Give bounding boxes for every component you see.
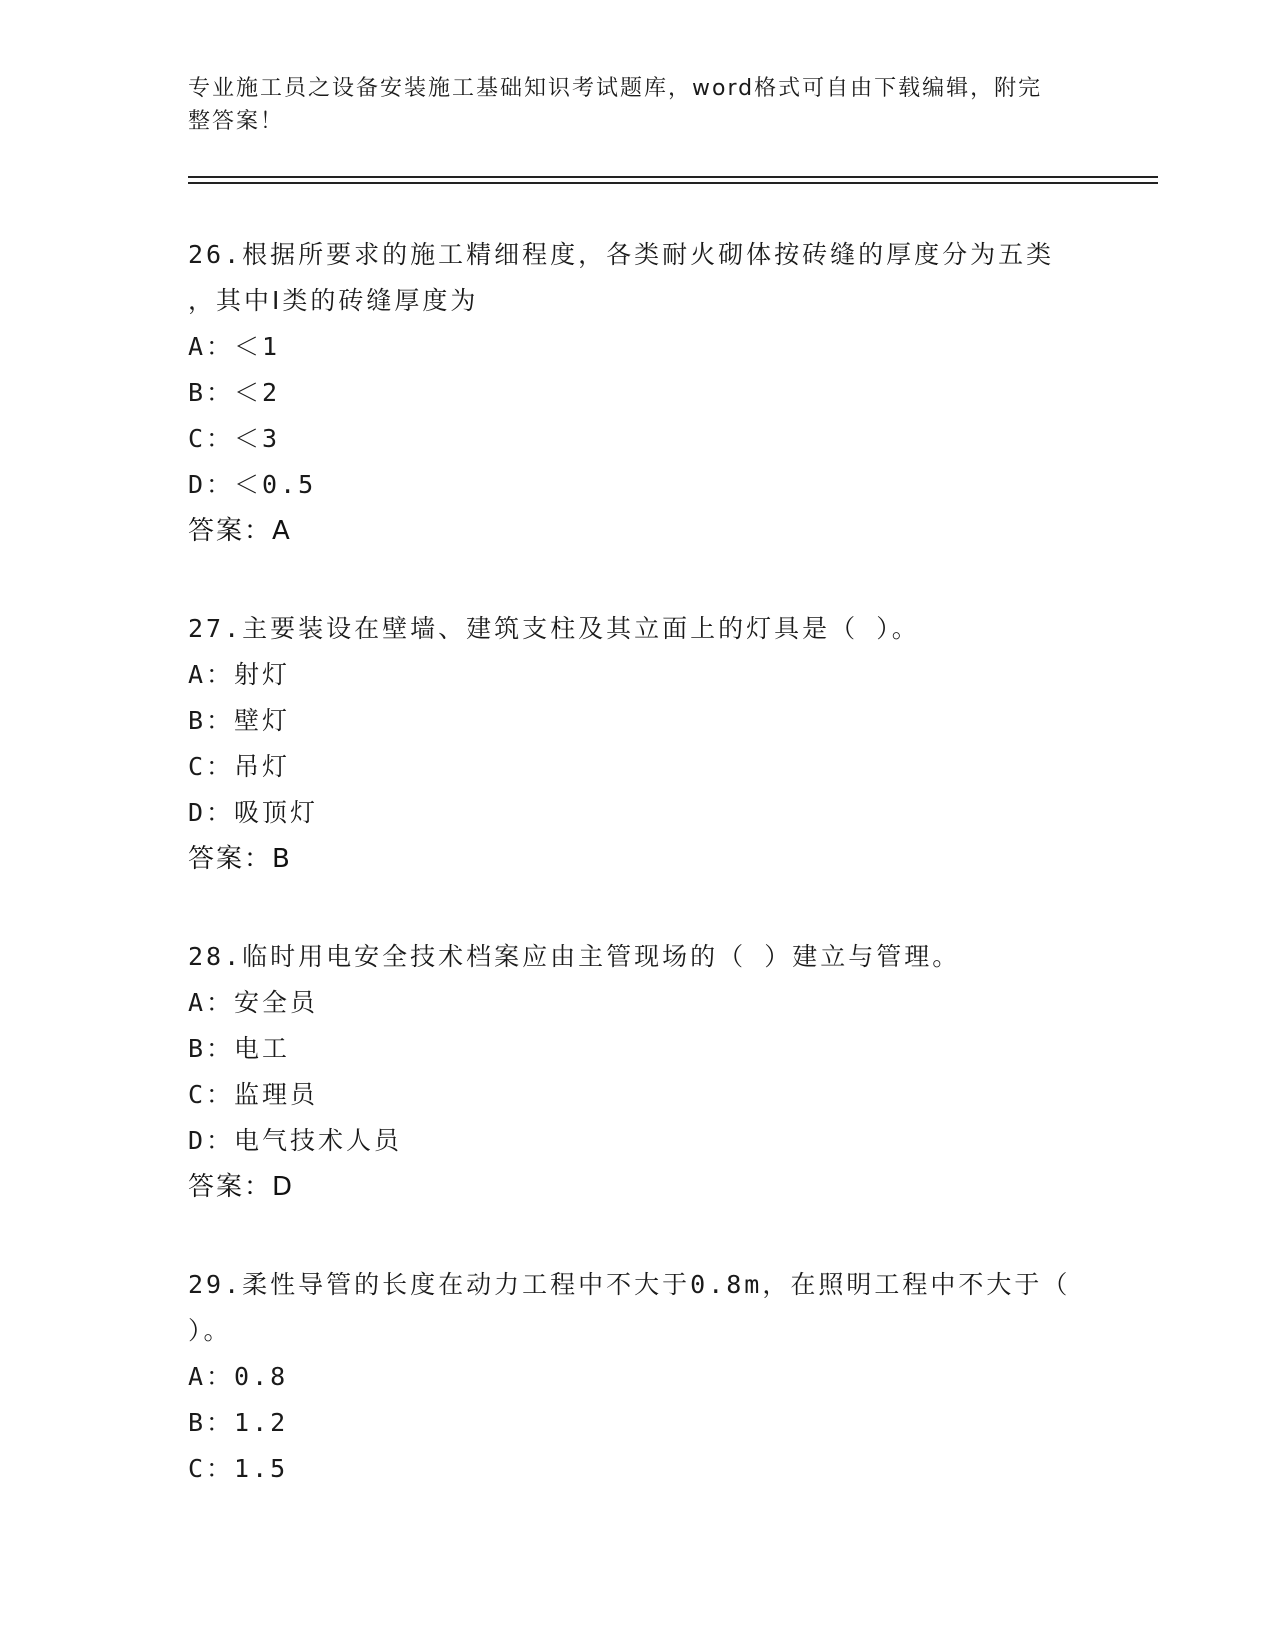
question-stem: 26.根据所要求的施工精细程度，各类耐火砌体按砖缝的厚度分为五类 — [188, 240, 1055, 269]
question-27 — [188, 606, 1088, 882]
option-b: B：1.2 — [188, 1408, 289, 1437]
option-b: B：电工 — [188, 1034, 291, 1063]
question-29 — [188, 1262, 1088, 1492]
answer: 答案：D — [188, 1172, 295, 1202]
option-a: A：射灯 — [188, 660, 291, 689]
option-d: D：吸顶灯 — [188, 798, 319, 827]
question-gap — [188, 882, 1088, 934]
question-list — [188, 232, 1088, 1492]
answer: 答案：B — [188, 844, 292, 874]
document-header — [188, 72, 1088, 138]
question-stem: 29.柔性导管的长度在动力工程中不大于0.8m，在照明工程中不大于（ — [188, 1270, 1071, 1299]
option-c: C：1.5 — [188, 1454, 289, 1483]
option-c: C：监理员 — [188, 1080, 319, 1109]
question-stem: ，其中Ⅰ类的砖缝厚度为 — [188, 286, 479, 315]
option-a: A：＜1 — [188, 332, 281, 361]
option-c: C：吊灯 — [188, 752, 291, 781]
option-b: B：壁灯 — [188, 706, 291, 735]
option-a: A：安全员 — [188, 988, 319, 1017]
option-b: B：＜2 — [188, 378, 281, 407]
header-divider-bottom — [188, 182, 1158, 184]
header-line-1: 专业施工员之设备安装施工基础知识考试题库，word格式可自由下载编辑，附完 — [188, 76, 1043, 101]
question-stem: 28.临时用电安全技术档案应由主管现场的（ ）建立与管理。 — [188, 942, 961, 971]
option-c: C：＜3 — [188, 424, 281, 453]
option-a: A：0.8 — [188, 1362, 289, 1391]
option-d: D：＜0.5 — [188, 470, 317, 499]
question-26 — [188, 232, 1088, 554]
answer: 答案：A — [188, 516, 292, 546]
question-28 — [188, 934, 1088, 1210]
question-stem: ）。 — [188, 1316, 232, 1345]
question-gap — [188, 554, 1088, 606]
question-stem: 27.主要装设在壁墙、建筑支柱及其立面上的灯具是（ ）。 — [188, 614, 920, 643]
header-line-2: 整答案！ — [188, 109, 285, 134]
header-divider-top — [188, 176, 1158, 178]
question-gap — [188, 1210, 1088, 1262]
option-d: D：电气技术人员 — [188, 1126, 403, 1155]
